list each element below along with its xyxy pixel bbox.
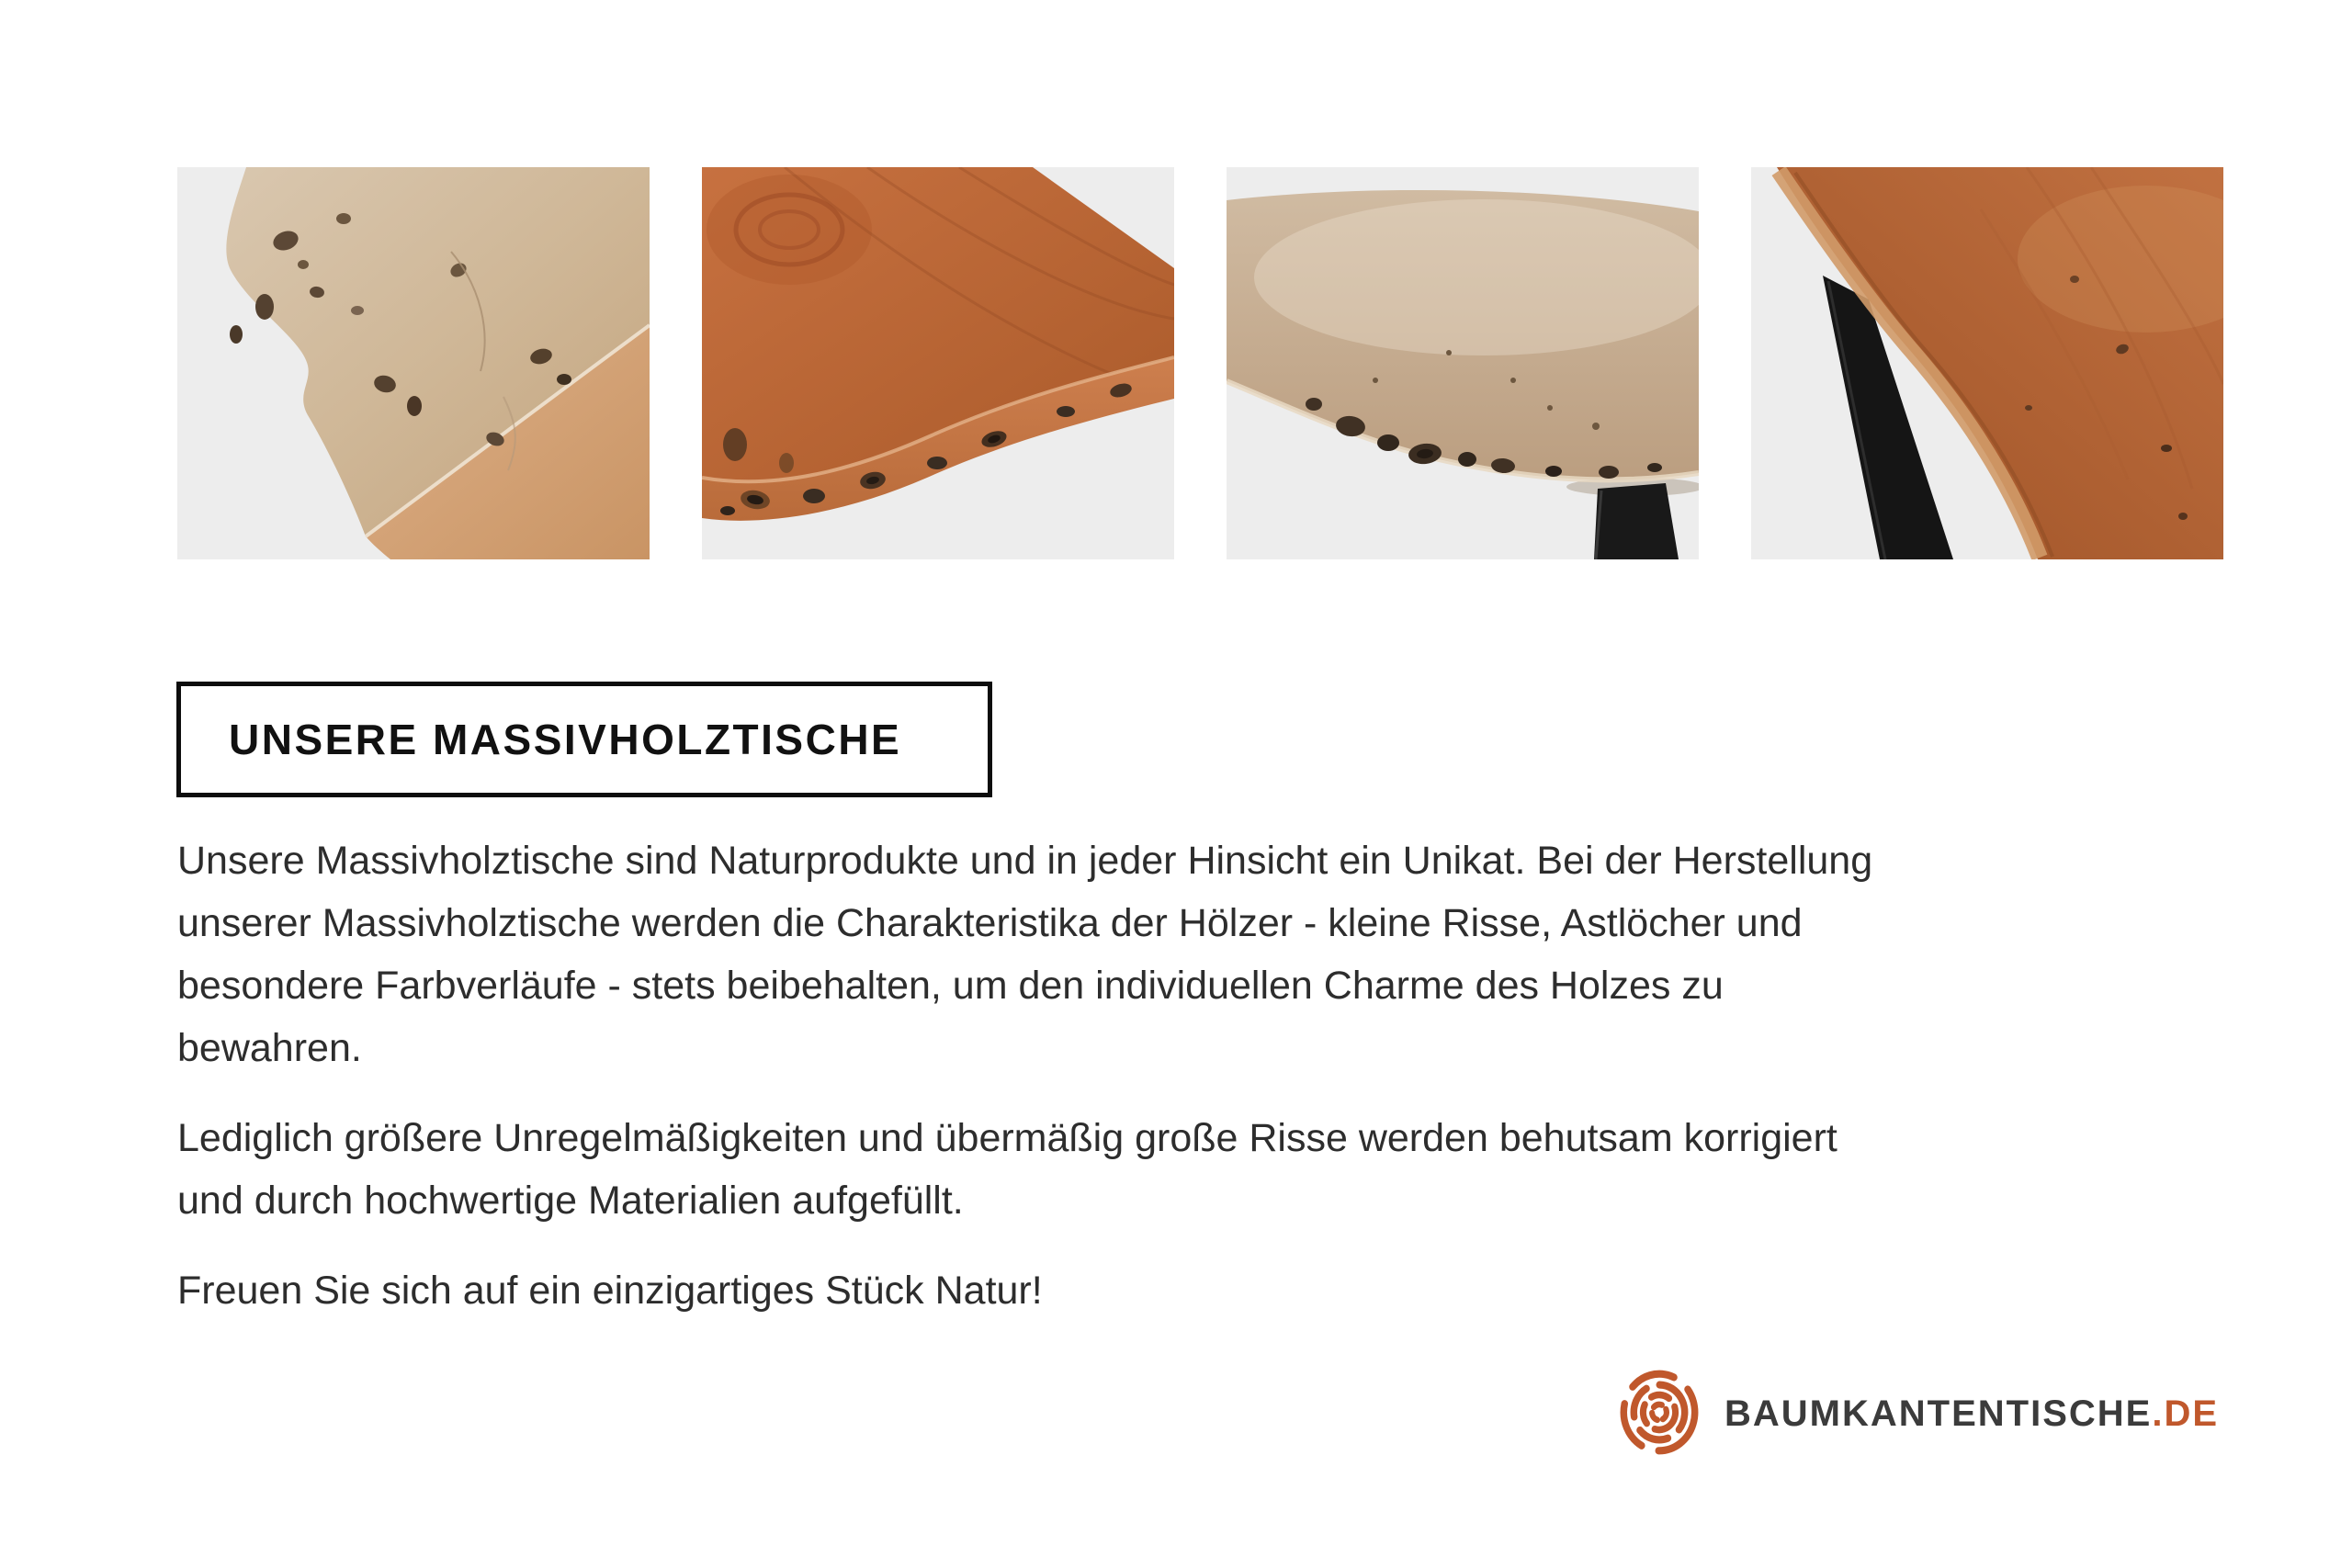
section-heading: UNSERE MASSIVHOLZTISCHE xyxy=(229,716,902,763)
product-photo-4 xyxy=(1751,167,2223,559)
brand-name: BAUMKANTENTISCHE xyxy=(1724,1393,2153,1434)
brand-wordmark xyxy=(1724,1393,2219,1435)
paragraph-line: besondere Farbverläufe - stets beibehalten, um den individuellen Charme des Holzes zu xyxy=(177,964,1724,1008)
red-wood-edge-leg-graphic xyxy=(1751,167,2223,559)
paragraph-line: Unsere Massivholztische sind Naturprodukte und in jeder Hinsicht ein Unikat. Bei der Herstellung xyxy=(177,839,1873,883)
brand-tld: .DE xyxy=(2152,1393,2220,1434)
paragraph-line: unserer Massivholztische werden die Charakteristika der Hölzer - kleine Risse, Astlöcher und xyxy=(177,901,1803,945)
light-wood-corner-graphic xyxy=(177,167,650,559)
paragraph-line: Freuen Sie sich auf ein einzigartiges Stück Natur! xyxy=(177,1269,1043,1313)
product-photo-1 xyxy=(177,167,650,559)
product-photo-3 xyxy=(1227,167,1699,559)
paragraph-line: Lediglich größere Unregelmäßigkeiten und übermäßig große Risse werden behutsam korrigiert xyxy=(177,1116,1838,1160)
tree-rings-icon xyxy=(1619,1369,1700,1461)
light-wood-live-edge-leg-graphic xyxy=(1227,167,1699,559)
section-heading-box xyxy=(176,682,992,797)
warm-wood-live-edge-graphic xyxy=(702,167,1174,559)
paragraph-3 xyxy=(177,1259,2235,1322)
brand-logo xyxy=(1619,1371,2219,1458)
product-photo-2 xyxy=(702,167,1174,559)
paragraph-2 xyxy=(177,1107,2235,1232)
paragraph-1 xyxy=(177,829,2235,1079)
body-copy xyxy=(177,829,2235,1349)
product-photo-row xyxy=(177,167,2223,559)
paragraph-line: und durch hochwertige Materialien aufgefüllt. xyxy=(177,1179,964,1223)
paragraph-line: bewahren. xyxy=(177,1026,362,1070)
